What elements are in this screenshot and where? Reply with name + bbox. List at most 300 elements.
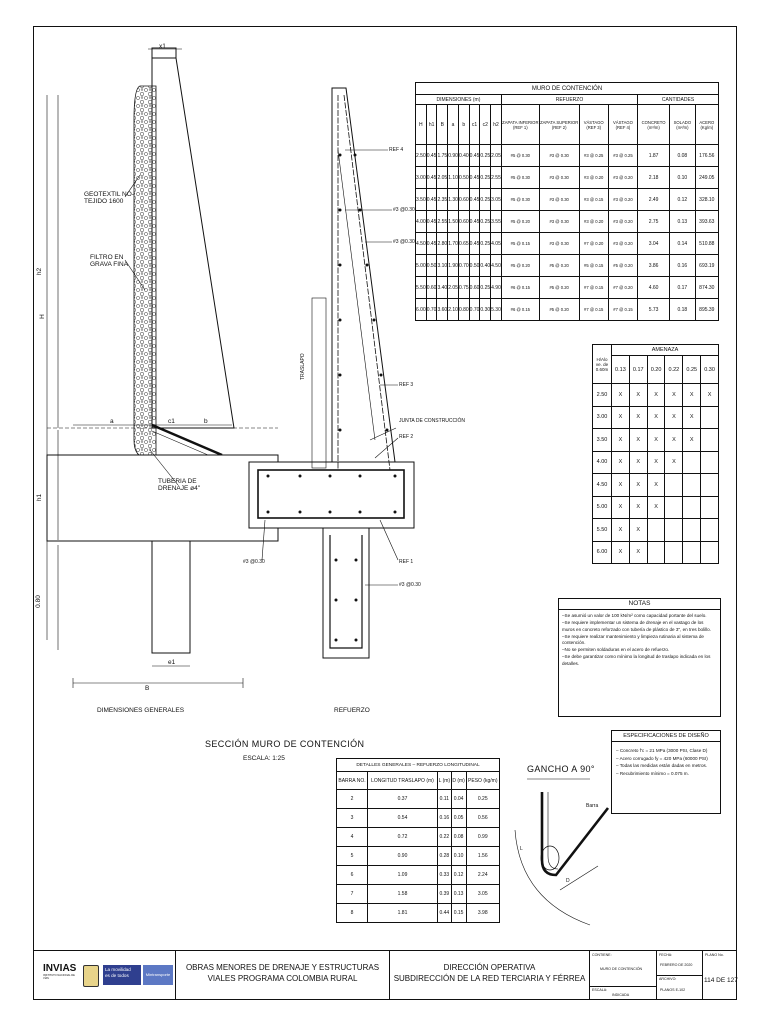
detalles-cell: 8	[337, 904, 368, 923]
muro-cell: 0.60	[469, 277, 480, 299]
muro-cell: 2.05	[437, 167, 448, 189]
gancho-D-label: D	[566, 878, 570, 884]
amenaza-title: AMENAZA	[612, 345, 719, 356]
muro-cell: #3 @ 0.25	[608, 145, 637, 167]
detalles-cell: 0.13	[451, 885, 466, 904]
muro-cell: 3.40	[437, 277, 448, 299]
amenaza-cell: 2.50	[593, 384, 612, 407]
muro-cell: #5 @ 0.20	[608, 255, 637, 277]
muro-cell: 2.05	[491, 145, 502, 167]
amenaza-header-cell: 0.22	[665, 356, 683, 384]
plano-cell: PLANO No. 114 DE 127	[704, 953, 738, 984]
muro-cell: 1.30	[448, 189, 459, 211]
amenaza-cell: X	[612, 496, 630, 519]
detalles-cell: 0.90	[368, 847, 438, 866]
amenaza-cell	[665, 519, 683, 542]
detalles-cell: 0.72	[368, 828, 438, 847]
muro-cell: 3.05	[491, 189, 502, 211]
amenaza-cell: 3.00	[593, 406, 612, 429]
nota-item: –No se permiten soldaduras en el acero de refuerzo.	[562, 647, 670, 653]
general-dimensions-drawing	[47, 48, 278, 688]
detalles-title: DETALLES GENERALES – REFUERZO LONGITUDINAL	[337, 759, 500, 772]
rebar-stem	[332, 88, 395, 462]
muro-cell: 0.45	[426, 211, 437, 233]
amenaza-cell: X	[683, 406, 701, 429]
refuerzo-title: REFUERZO	[334, 707, 370, 714]
detalles-cell: 6	[337, 866, 368, 885]
amenaza-cell: 6.00	[593, 541, 612, 564]
amenaza-cell: X	[629, 384, 647, 407]
detalles-cell: 0.16	[437, 809, 451, 828]
detalles-cell: 0.99	[466, 828, 499, 847]
detalles-row	[337, 904, 500, 923]
gancho-L-label: L	[520, 846, 523, 852]
muro-cell: 2.50	[416, 145, 427, 167]
muro-cell: 0.50	[458, 167, 469, 189]
detalles-row	[337, 790, 500, 809]
amenaza-cell: X	[647, 429, 665, 452]
muro-cell: 0.65	[458, 233, 469, 255]
especificacion-item: – Recubrimiento mínimo = 0.075 m.	[616, 770, 689, 776]
detalles-cell: 0.12	[451, 866, 466, 885]
muro-cell: 693.19	[695, 255, 718, 277]
amenaza-cell: X	[701, 384, 719, 407]
amenaza-cell: 4.00	[593, 451, 612, 474]
detalles-cell: 0.33	[437, 866, 451, 885]
muro-header-cell: B	[437, 105, 448, 145]
muro-group-dims: DIMENSIONES (m)	[416, 95, 502, 105]
amenaza-header-cell: 0.25	[683, 356, 701, 384]
muro-cell: #7 @ 0.15	[579, 277, 608, 299]
muro-cell: 0.45	[426, 189, 437, 211]
muro-header-cell: a	[448, 105, 459, 145]
muro-cell: 1.75	[437, 145, 448, 167]
amenaza-cell	[683, 496, 701, 519]
muro-cell: 0.30	[480, 299, 491, 321]
amenaza-cell	[683, 541, 701, 564]
especificaciones-list	[612, 742, 720, 782]
detalles-row	[337, 885, 500, 904]
amenaza-row	[593, 451, 719, 474]
detalles-cell: 0.04	[451, 790, 466, 809]
muro-cell: 0.90	[448, 145, 459, 167]
muro-cell: #5 @ 0.20	[539, 277, 579, 299]
detalles-cell: 3	[337, 809, 368, 828]
muro-cell: 0.14	[670, 233, 696, 255]
muro-cell: 0.70	[458, 255, 469, 277]
muro-cell: #3 @ 0.20	[608, 211, 637, 233]
muro-cell: 3.04	[638, 233, 670, 255]
gravel-filter	[134, 86, 156, 458]
muro-cell: 0.25	[480, 167, 491, 189]
muro-cell: #5 @ 0.15	[579, 255, 608, 277]
muro-header-cell: SOLADO (m²/m)	[670, 105, 696, 145]
muro-table-row	[416, 211, 719, 233]
bar-d-label: #3 @0.30	[399, 582, 421, 588]
muro-cell: 3.10	[437, 255, 448, 277]
amenaza-cell	[647, 519, 665, 542]
muro-cell: #3 @ 0.30	[539, 167, 579, 189]
muro-cell: 0.08	[670, 145, 696, 167]
muro-cell: 0.45	[469, 211, 480, 233]
muro-cell: #3 @ 0.30	[539, 145, 579, 167]
muro-cell: 3.86	[638, 255, 670, 277]
detalles-cell: 0.05	[451, 809, 466, 828]
muro-cell: 0.17	[670, 277, 696, 299]
detalles-cell: 0.22	[437, 828, 451, 847]
muro-cell: 3.60	[437, 299, 448, 321]
notas-box	[558, 598, 721, 717]
detalles-cell: 3.05	[466, 885, 499, 904]
muro-cell: #3 @ 0.20	[608, 189, 637, 211]
muro-cell: 1.50	[448, 211, 459, 233]
amenaza-cell: X	[665, 451, 683, 474]
muro-cell: 510.88	[695, 233, 718, 255]
amenaza-corner: H/Alo ve. de 0.60m	[593, 345, 612, 384]
muro-cell: 0.25	[480, 189, 491, 211]
muro-cell: #3 @ 0.15	[579, 189, 608, 211]
section-title: SECCIÓN MURO DE CONTENCIÓN	[205, 739, 365, 749]
contiene-cell: CONTIENE: MURO DE CONTENCIÓN ESCALA: INDICADA	[590, 951, 657, 1000]
detalles-cell: 0.44	[437, 904, 451, 923]
muro-cell: #3 @ 0.20	[608, 233, 637, 255]
amenaza-cell	[701, 429, 719, 452]
amenaza-cell: 3.50	[593, 429, 612, 452]
amenaza-cell: X	[665, 406, 683, 429]
dim-h-label: H	[38, 314, 46, 319]
muro-header-cell: VÁSTAGO (REF 3)	[579, 105, 608, 145]
dim-c1-label: c1	[168, 418, 175, 425]
amenaza-header-cell: 0.13	[612, 356, 630, 384]
muro-cell: 5.50	[416, 277, 427, 299]
dim-x1-label: x1	[159, 43, 166, 50]
wall-stem	[152, 58, 234, 428]
muro-cell: #6 @ 0.15	[501, 299, 539, 321]
amenaza-cell: X	[629, 519, 647, 542]
amenaza-cell: X	[629, 541, 647, 564]
muro-cell: #3 @ 0.30	[539, 189, 579, 211]
muro-cell: #7 @ 0.20	[579, 233, 608, 255]
muro-cell: 3.00	[416, 167, 427, 189]
colombia-shield-icon	[83, 965, 99, 987]
detalles-header-cell: BARRA NO.	[337, 772, 368, 790]
detalles-cell: 0.11	[437, 790, 451, 809]
amenaza-header-cell: 0.20	[647, 356, 665, 384]
movilidad-logo: La movilidad es de todos	[103, 965, 141, 985]
muro-cell: 0.45	[426, 145, 437, 167]
muro-cell: #3 @ 0.20	[579, 167, 608, 189]
dim-h1-label: h1	[36, 493, 44, 502]
direction-name: DIRECCIÓN OPERATIVA SUBDIRECCIÓN DE LA RED TERCIARIA Y FÉRREA	[390, 951, 590, 1000]
muro-cell: #7 @ 0.15	[579, 299, 608, 321]
muro-header-cell: H	[416, 105, 427, 145]
muro-cell: #5 @ 0.20	[501, 211, 539, 233]
muro-cell: 2.55	[437, 211, 448, 233]
muro-cell: #7 @ 0.20	[608, 277, 637, 299]
muro-header-cell: h2	[491, 105, 502, 145]
dim-B-label: B	[145, 685, 150, 692]
muro-cell: 0.25	[480, 211, 491, 233]
dimensiones-generales-title: DIMENSIONES GENERALES	[97, 707, 185, 714]
amenaza-cell: X	[683, 384, 701, 407]
muro-table-row	[416, 233, 719, 255]
amenaza-row	[593, 429, 719, 452]
amenaza-cell: 5.50	[593, 519, 612, 542]
amenaza-cell	[701, 519, 719, 542]
notas-title: NOTAS	[559, 599, 720, 610]
especificacion-item: – Acero corrugado fy = 420 MPa (60000 PSI)	[616, 755, 708, 761]
muro-header-cell: c2	[480, 105, 491, 145]
muro-cell: 0.45	[469, 145, 480, 167]
amenaza-row	[593, 496, 719, 519]
muro-cell: 6.00	[416, 299, 427, 321]
muro-cell: #5 @ 0.15	[501, 233, 539, 255]
muro-cell: 4.00	[416, 211, 427, 233]
footing	[47, 455, 278, 541]
muro-cell: 4.50	[491, 255, 502, 277]
muro-cell: #5 @ 0.20	[539, 299, 579, 321]
detalles-row	[337, 828, 500, 847]
notas-list	[559, 610, 720, 671]
muro-table	[415, 82, 719, 321]
amenaza-cell	[701, 451, 719, 474]
mintransporte-logo: Mintransporte	[143, 965, 173, 985]
nota-item: –Se asumió un valor de 100 kN/m² como capacidad portante del suelo.	[562, 613, 707, 619]
detalles-cell: 0.54	[368, 809, 438, 828]
muro-cell: 0.45	[426, 233, 437, 255]
amenaza-cell	[665, 541, 683, 564]
amenaza-cell: X	[629, 474, 647, 497]
muro-cell: 874.30	[695, 277, 718, 299]
muro-table-row	[416, 189, 719, 211]
junta-label: JUNTA DE CONSTRUCCIÓN	[399, 418, 466, 424]
key	[152, 541, 190, 653]
traslapo-label: TRASLAPO	[300, 353, 306, 380]
invias-logo: INVIAS INSTITUTO NACIONAL DE VÍAS	[43, 963, 77, 980]
detalles-cell: 0.28	[437, 847, 451, 866]
amenaza-cell: X	[647, 406, 665, 429]
project-name: OBRAS MENORES DE DRENAJE Y ESTRUCTURAS VIALES PROGRAMA COLOMBIA RURAL	[176, 951, 390, 1000]
amenaza-cell: X	[647, 451, 665, 474]
muro-table-row	[416, 145, 719, 167]
especificaciones-title: ESPECIFICACIONES DE DISEÑO	[612, 731, 720, 742]
muro-cell: #5 @ 0.20	[501, 255, 539, 277]
muro-cell: 2.75	[638, 211, 670, 233]
muro-header-cell: ACERO (Kg/m)	[695, 105, 718, 145]
muro-cell: 0.40	[480, 255, 491, 277]
bar-b-label: #3 @0.30	[393, 239, 415, 245]
amenaza-cell: X	[629, 429, 647, 452]
detalles-header-cell: L (m)	[437, 772, 451, 790]
amenaza-cell	[701, 496, 719, 519]
muro-cell: #5 @ 0.30	[501, 145, 539, 167]
nota-item: –Se requiere implementar un sistema de drenaje en el vastago de los muros en concreto reforzado con tubería de plástico de 3", en tres bolillo.	[562, 620, 711, 632]
geotextil-label: GEOTEXTIL NO- TEJIDO 1600	[84, 191, 134, 205]
muro-group-ref: REFUERZO	[501, 95, 637, 105]
muro-cell: 0.80	[458, 299, 469, 321]
muro-cell: #3 @ 0.20	[579, 211, 608, 233]
muro-cell: 2.05	[448, 277, 459, 299]
muro-header-cell: b	[458, 105, 469, 145]
detalles-cell: 0.56	[466, 809, 499, 828]
dim-a-label: a	[110, 418, 114, 425]
amenaza-cell: X	[629, 496, 647, 519]
muro-cell: 5.73	[638, 299, 670, 321]
detalles-cell: 4	[337, 828, 368, 847]
muro-cell: 5.30	[491, 299, 502, 321]
muro-cell: #3 @ 0.30	[539, 211, 579, 233]
amenaza-cell: X	[612, 519, 630, 542]
amenaza-cell	[683, 451, 701, 474]
amenaza-row	[593, 519, 719, 542]
muro-cell: 249.05	[695, 167, 718, 189]
detalles-cell: 1.56	[466, 847, 499, 866]
amenaza-cell: X	[665, 429, 683, 452]
muro-cell: 0.25	[480, 233, 491, 255]
muro-header-cell: ZAPATA INFERIOR (REF 1)	[501, 105, 539, 145]
muro-cell: 5.00	[416, 255, 427, 277]
muro-cell: #3 @ 0.20	[608, 167, 637, 189]
amenaza-cell: 4.50	[593, 474, 612, 497]
muro-table-row	[416, 255, 719, 277]
section-scale: ESCALA: 1:25	[243, 755, 285, 762]
dim-e1-label: e1	[168, 659, 176, 666]
amenaza-header-cell: 0.30	[701, 356, 719, 384]
amenaza-cell: X	[683, 429, 701, 452]
title-block-logos	[33, 951, 176, 1000]
nota-item: –Se debe garantizar como mínimo la longitud de traslapo indicada en los detalles.	[562, 654, 711, 666]
bar-a-label: #3 @0.30	[393, 207, 415, 213]
amenaza-cell: X	[612, 451, 630, 474]
amenaza-cell	[665, 474, 683, 497]
muro-cell: 0.40	[458, 145, 469, 167]
muro-cell: 2.18	[638, 167, 670, 189]
muro-cell: 328.10	[695, 189, 718, 211]
muro-table-row	[416, 167, 719, 189]
nota-item: –Se requiere realizar mantenimiento y limpieza rutinaria al sistema de contención.	[562, 633, 704, 646]
muro-header-cell: CONCRETO (m³/m)	[638, 105, 670, 145]
detalles-header-cell: LONGITUD TRASLAPO (m)	[368, 772, 438, 790]
muro-cell: 0.50	[469, 255, 480, 277]
muro-table-title: MURO DE CONTENCIÓN	[416, 83, 719, 95]
muro-header-cell: VÁSTAGO (REF 4)	[608, 105, 637, 145]
hook-90-drawing	[515, 779, 608, 925]
amenaza-cell: X	[647, 496, 665, 519]
muro-cell: 0.13	[670, 211, 696, 233]
plano-number: 114 DE 127	[704, 977, 738, 984]
ref4-label: REF 4	[389, 147, 404, 153]
drain-pipe	[152, 425, 222, 455]
amenaza-cell: X	[647, 474, 665, 497]
muro-cell: 0.60	[426, 277, 437, 299]
amenaza-cell	[647, 541, 665, 564]
muro-group-cant: CANTIDADES	[638, 95, 719, 105]
muro-cell: 0.10	[670, 167, 696, 189]
amenaza-cell: X	[647, 384, 665, 407]
amenaza-row	[593, 541, 719, 564]
bar-c-label: #3 @0.30	[243, 559, 265, 565]
muro-cell: #5 @ 0.30	[501, 167, 539, 189]
filtro-label: FILTRO EN GRAVA FINA	[90, 254, 129, 268]
detalles-cell: 2.24	[466, 866, 499, 885]
amenaza-cell	[665, 496, 683, 519]
muro-cell: 4.60	[638, 277, 670, 299]
detalles-table	[336, 758, 500, 923]
amenaza-cell: X	[665, 384, 683, 407]
muro-cell: 4.50	[416, 233, 427, 255]
dim-h2-label: h2	[36, 267, 44, 276]
amenaza-cell: X	[612, 474, 630, 497]
barra-label: Barra	[586, 803, 599, 809]
amenaza-cell	[683, 519, 701, 542]
muro-cell: #5 @ 0.20	[539, 255, 579, 277]
detalles-cell: 1.81	[368, 904, 438, 923]
muro-header-cell: h1	[426, 105, 437, 145]
muro-cell: 0.70	[469, 299, 480, 321]
muro-cell: 895.39	[695, 299, 718, 321]
dim-080-label: 0.80	[34, 595, 42, 608]
muro-cell: 2.49	[638, 189, 670, 211]
amenaza-row	[593, 406, 719, 429]
detalles-cell: 0.39	[437, 885, 451, 904]
detalles-cell: 1.58	[368, 885, 438, 904]
detalles-row	[337, 847, 500, 866]
amenaza-header-cell: 0.17	[629, 356, 647, 384]
muro-cell: 0.12	[670, 189, 696, 211]
especificacion-item: – Todas las medidas están dadas en metros.	[616, 763, 708, 769]
muro-cell: 3.50	[416, 189, 427, 211]
muro-cell: 1.87	[638, 145, 670, 167]
amenaza-cell	[701, 541, 719, 564]
muro-cell: 0.25	[480, 277, 491, 299]
title-block	[33, 950, 737, 1000]
detalles-cell: 1.09	[368, 866, 438, 885]
amenaza-row	[593, 384, 719, 407]
muro-cell: #7 @ 0.15	[608, 299, 637, 321]
detalles-header-cell: D (m)	[451, 772, 466, 790]
amenaza-cell	[683, 474, 701, 497]
muro-cell: #3 @ 0.25	[579, 145, 608, 167]
detalles-cell: 0.25	[466, 790, 499, 809]
ref2-label: REF 2	[399, 434, 414, 440]
muro-cell: 0.75	[458, 277, 469, 299]
muro-cell: 3.55	[491, 211, 502, 233]
detalles-cell: 2	[337, 790, 368, 809]
muro-cell: 0.45	[426, 167, 437, 189]
muro-cell: 0.60	[458, 189, 469, 211]
detalles-row	[337, 809, 500, 828]
especificaciones-box	[611, 730, 721, 814]
muro-cell: 1.90	[448, 255, 459, 277]
detalles-row	[337, 866, 500, 885]
muro-cell: 0.45	[469, 167, 480, 189]
muro-cell: #3 @ 0.30	[539, 233, 579, 255]
gancho-title: GANCHO A 90°	[527, 764, 595, 774]
muro-cell: 0.45	[469, 233, 480, 255]
muro-cell: 0.16	[670, 255, 696, 277]
amenaza-cell: X	[629, 406, 647, 429]
muro-cell: 2.80	[437, 233, 448, 255]
amenaza-cell	[701, 474, 719, 497]
amenaza-row	[593, 474, 719, 497]
amenaza-cell: X	[612, 541, 630, 564]
muro-cell: 0.50	[426, 255, 437, 277]
dim-b-label: b	[204, 418, 208, 425]
detalles-cell: 0.10	[451, 847, 466, 866]
muro-cell: 4.05	[491, 233, 502, 255]
muro-table-row	[416, 277, 719, 299]
detalles-cell: 0.08	[451, 828, 466, 847]
